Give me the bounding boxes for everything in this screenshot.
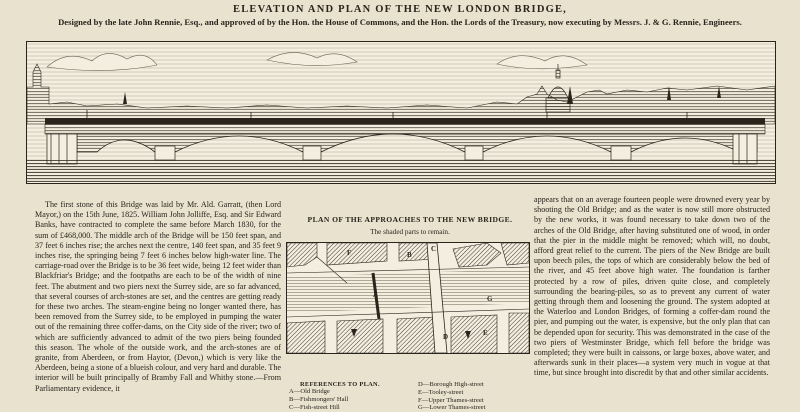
plan-marker-b: B [407, 251, 412, 259]
article-column-right [534, 195, 770, 398]
references-list-left [289, 388, 348, 411]
reference-item: F—Upper Thames-street [418, 396, 484, 404]
article-paragraph: The first stone of this Bridge was laid by Mr. Ald. Garratt, (then Lord Mayor,) on the 15th June, 1825. William John Jolliffe, Esq. and Sir Edward Banks, have contracted to complete the same before March 1830, for the sum of £468,000. The middle arch of the Bridge will be 150 feet span, and 37 feet 6 inches rise; the arches next the centre, 140 feet span, and 35 feet 9 inches rise, the springing being 7 feet 6 inches below high-water line. The carriage-road over the Bridge is to be 36 feet wide, being 12 feet wider than Blackfriar's Bridge; and the footpaths are each to be of the width of nine feet. The abutment and two piers next the Surrey side, are so far advanced, that several courses of arch-stones are set, and the centres are getting ready for these two arches. The steam-engine being no longer wanted there, has been removed from the Surrey side, to be employed in pumping the water out of the remaining three coffer-dams, on the City side of the river; two of which are sufficiently advanced to admit of the two piers being founded this season. The whole of the outside work, and the arch-stones are of granite, from Aberdeen, or from Haytor, (Devon,) which is very like the Aberdeen, being a stone of a blueish colour, and very hard and durable. The interior will be built principally of Bramby Fall and Whitby stone.—From Parliamentary evidence, it [35, 200, 281, 393]
reference-item: B—Fishmongers' Hall [289, 395, 349, 403]
plan-marker-c: C [431, 245, 437, 253]
plan-marker-d: D [443, 333, 449, 341]
references-heading: REFERENCES TO PLAN. [300, 381, 380, 388]
references-list-right [418, 381, 485, 412]
plan-marker-e: E [483, 329, 488, 337]
south-bank-blocks [287, 313, 529, 353]
bridge-elevation-engraving [26, 41, 776, 184]
plan-illustration [287, 243, 529, 353]
bridge-deck [45, 124, 765, 134]
bridge-elevation-illustration [27, 42, 775, 183]
bridge-parapet [45, 118, 765, 124]
reference-item: E—Tooley-street [418, 388, 464, 396]
article-column-left [35, 200, 281, 396]
reference-item: G—Lower Thames-street [418, 404, 486, 412]
plan-title: PLAN OF THE APPROACHES TO THE NEW BRIDGE. [307, 215, 513, 224]
plan-marker-a: A [373, 291, 379, 299]
plan-marker-f: F [347, 249, 352, 257]
plan-subtitle: The shaded parts to remain. [370, 228, 450, 236]
page-title: ELEVATION AND PLAN OF THE NEW LONDON BRIDGE, [232, 4, 568, 15]
reference-item: A—Old Bridge [289, 388, 330, 395]
article-paragraph: appears that on an average fourteen people were drowned every year by shooting the Old Bridge; and as the water is now still more obstructed by the new works, it was found necessary to take down two of the arches of the Old Bridge, after having substituted one of wood, in order that the pier in the middle might be removed; which will, no doubt, afford great relief to the current. The piers of the New Bridge are built upon beech piles, the tops of which are considerably below the bed of the river, and 45 feet above high water. The foundation is farther protected by a row of piles, driven quite close, and completely surrounding the bearing-piles, so as to prevent any current of water getting through them and loosening the ground. The system adopted at the Waterloo and London Bridges, of forming a coffer-dam round the pier, and pumping out the water, is expensive, but the only plan that can be depended upon for security. This was demonstrated in the case of the two piers of Westminster Bridge, which fell before the bridge was completed; they were built in caissons, or large boxes, above water, and afterwards sunk in their places—a system very much in vogue at that time, but since brought into discredit by that and other similar accidents. [534, 195, 770, 378]
river-thames [287, 269, 529, 313]
river-water [27, 158, 775, 183]
page-subtitle: Designed by the late John Rennie, Esq., and approved of by the Hon. the House of Commons, and the Hon. the Lords of the Treasury, now executing by Messrs. J. & G. Rennie, Engineers. [58, 17, 742, 27]
reference-item: C—Fish-street Hill [289, 403, 340, 411]
approaches-plan-map [286, 242, 530, 354]
plan-marker-g: G [487, 295, 493, 303]
reference-item: D—Borough High-street [418, 381, 484, 388]
